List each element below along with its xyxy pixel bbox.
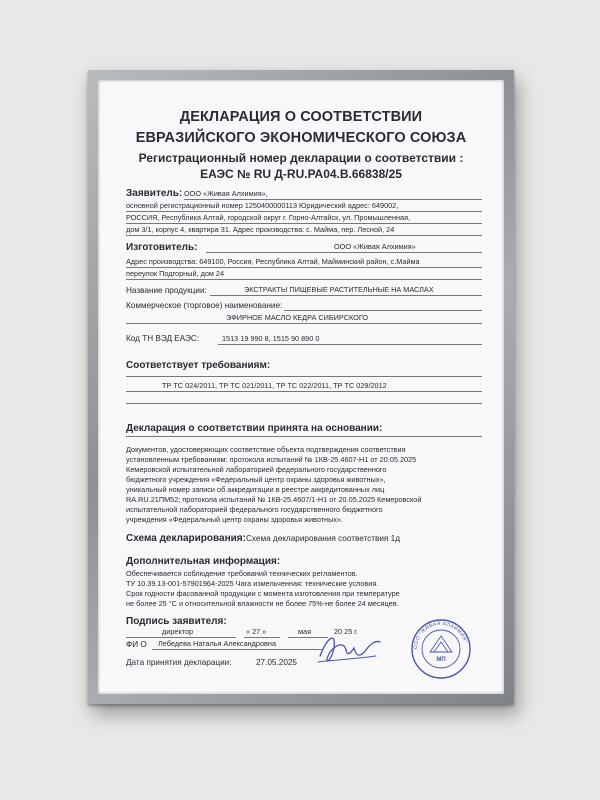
tn-ved-value: 1513 19 990 8, 1515 90 890 0 — [222, 334, 320, 343]
document-subtitle: ЕВРАЗИЙСКОГО ЭКОНОМИЧЕСКОГО СОЮЗА — [135, 130, 467, 146]
handwritten-signature-icon — [314, 626, 384, 670]
signature-year: 20 25 г. — [334, 627, 359, 636]
additional-info-line: Обеспечивается соблюдение требований технических регламентов. — [126, 569, 358, 578]
basis-line: Кемеровской испытательной лабораторией федерального государственного — [126, 465, 387, 474]
manufacturer-label: Изготовитель: — [126, 242, 198, 253]
applicant-line-4: дом 3/1, корпус 4, квартира 31. Адрес производства: с. Майма, пер. Лесной, 24 — [126, 225, 395, 234]
acceptance-date-label: Дата принятия декларации: — [126, 658, 232, 667]
basis-line: Документов, удостоверяющих соответствие объекта подтверждения соответствия — [126, 445, 406, 454]
basis-line: RA.RU.21ПМ52; протокола испытаний № 1КВ-25.4607/1-Н1 от 20.05.2025 Кемеровской — [126, 495, 422, 504]
scheme-label: Схема декларирования: — [126, 533, 246, 544]
registration-number: ЕАЭС № RU Д-RU.РА04.В.66838/25 — [200, 167, 402, 181]
basis-line: испытательной лабораторией федерального государственного бюджетного — [126, 505, 383, 514]
seal-center-text: МП — [436, 657, 446, 663]
product-value: ЭКСТРАКТЫ ПИЩЕВЫЕ РАСТИТЕЛЬНЫЕ НА МАСЛАХ — [244, 285, 434, 294]
applicant-label: Заявитель: — [126, 188, 183, 199]
company-seal-icon — [410, 618, 472, 680]
scheme-value: Схема декларирования соответствия 1д — [246, 534, 400, 543]
requirements-value: ТР ТС 024/2011, ТР ТС 021/2011, ТР ТС 022/2011, ТР ТС 029/2012 — [162, 381, 387, 390]
fio-value: Лебедева Наталья Александровна — [158, 639, 277, 648]
basis-line: установленным требованиям: протокола испытаний № 1КВ-25.4607-Н1 от 20.05.2025 — [126, 455, 417, 464]
basis-line: бюджетного учреждения «Федеральный центр охраны здоровья животных», — [126, 475, 386, 484]
commercial-name-value: ЭФИРНОЕ МАСЛО КЕДРА СИБИРСКОГО — [226, 313, 369, 322]
registration-label: Регистрационный номер декларации о соответствии : — [138, 151, 464, 165]
signature-month: мая — [298, 627, 312, 636]
applicant-line-2: основной регистрационный номер 1250400000113 Юридический адрес: 649002, — [126, 201, 399, 210]
acceptance-date-value: 27.05.2025 — [256, 658, 297, 667]
tn-ved-label: Код ТН ВЭД ЕАЭС: — [126, 334, 200, 343]
additional-info-label: Дополнительная информация: — [126, 556, 281, 567]
fio-label: ФИ О — [126, 640, 147, 649]
manufacturer-name: ООО «Живая Алхимия» — [334, 242, 416, 251]
additional-info-line: Срок годности фасованной продукции с момента изготовления при температуре — [126, 589, 400, 598]
signature-day: « 27 » — [246, 627, 267, 636]
basis-label: Декларация о соответствии принята на основании: — [126, 423, 383, 434]
basis-line: уникальный номер записи об аккредитации в реестре аккредитованных лиц — [126, 485, 385, 494]
applicant-line-3: РОССИЯ, Республика Алтай, городской округ г. Горно-Алтайск, ул. Промышленная, — [126, 213, 411, 222]
declaration-document — [98, 80, 504, 694]
requirements-label: Соответствует требованиям: — [126, 360, 271, 371]
applicant-line-1: ООО «Живая Алхимия», — [184, 189, 268, 198]
seal-ring-text: ООО "ЖИВАЯ АЛХИМИЯ" — [412, 620, 469, 650]
manufacturer-line-2: переулок Подгорный, дом 24 — [126, 269, 225, 278]
document-title: ДЕКЛАРАЦИЯ О СООТВЕТСТВИИ — [179, 109, 423, 125]
product-label: Название продукции: — [126, 286, 207, 295]
picture-frame — [88, 70, 514, 704]
additional-info-line: не более 25 °С и относительной влажности не более 75%-не более 24 месяцев. — [126, 599, 399, 608]
commercial-name-label: Коммерческое (торговое) наименование: — [126, 301, 283, 310]
signature-position: директор — [162, 627, 194, 636]
basis-line: учреждения «Федеральный центр охраны здоровья животных». — [126, 515, 344, 524]
additional-info-line: ТУ 10.39.13-001-57901964-2025 Чага измельченная: технические условия. — [126, 579, 379, 588]
manufacturer-line-1: Адрес производства: 649100, Россия, Республика Алтай, Майминский район, с.Майма — [126, 257, 420, 266]
signature-label: Подпись заявителя: — [126, 616, 227, 627]
